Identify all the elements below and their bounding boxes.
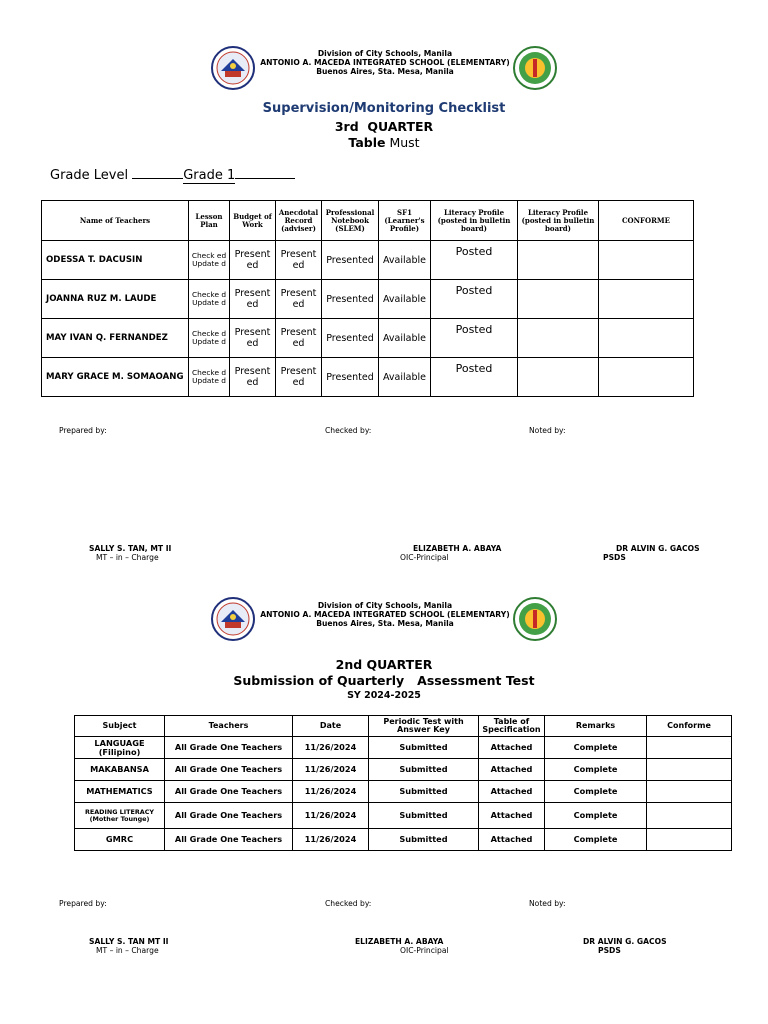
date-cell: 11/26/2024 — [293, 759, 369, 781]
letterhead-top — [0, 46, 768, 96]
table-row — [75, 829, 732, 851]
sf1-cell: Available — [379, 358, 431, 397]
conforme-cell — [647, 829, 732, 851]
tos-cell: Attached — [479, 829, 545, 851]
notebook-cell: Presented — [322, 358, 379, 397]
literacy-cell: Posted — [431, 280, 518, 319]
noted-by-name: DR ALVIN G. GACOS — [583, 937, 667, 946]
remarks-cell: Complete — [545, 803, 647, 829]
tos-cell: Attached — [479, 759, 545, 781]
test-cell: Submitted — [369, 829, 479, 851]
noted-by-title: PSDS — [598, 946, 621, 955]
school-name-line: ANTONIO A. MACEDA INTEGRATED SCHOOL (ELEMENTARY) — [260, 610, 510, 619]
sf1-cell: Available — [379, 319, 431, 358]
second-quarter-heading: 2nd QUARTER — [335, 657, 433, 672]
col-header: Name of Teachers — [42, 201, 189, 241]
teachers-cell: All Grade One Teachers — [165, 803, 293, 829]
budget-cell: Present ed — [230, 358, 276, 397]
checked-by-title: OIC-Principal — [400, 946, 449, 955]
table-row — [42, 280, 694, 319]
remarks-cell: Complete — [545, 781, 647, 803]
checked-by-label: Checked by: — [325, 899, 372, 908]
literacy-cell-2 — [518, 241, 599, 280]
address-line: Buenos Aires, Sta. Mesa, Manila — [316, 619, 454, 628]
subject-cell: MAKABANSA — [75, 759, 165, 781]
subtitle-bold: Table — [348, 135, 386, 150]
table-row — [75, 737, 732, 759]
literacy-cell: Posted — [431, 358, 518, 397]
remarks-cell: Complete — [545, 829, 647, 851]
conforme-cell — [599, 280, 694, 319]
checked-by-title: OIC-Principal — [400, 553, 449, 562]
prepared-by-title: MT – in – Charge — [96, 946, 159, 955]
col-header: CONFORME — [599, 201, 694, 241]
table-row — [42, 358, 694, 397]
prepared-by-title: MT – in – Charge — [96, 553, 159, 562]
col-header: Conforme — [647, 716, 732, 737]
subject-cell: LANGUAGE (Filipino) — [75, 737, 165, 759]
remarks-cell: Complete — [545, 737, 647, 759]
teacher-checklist-table — [41, 200, 694, 397]
conforme-cell — [599, 319, 694, 358]
test-cell: Submitted — [369, 781, 479, 803]
table-row — [75, 803, 732, 829]
noted-by-title: PSDS — [603, 553, 626, 562]
prepared-by-name: SALLY S. TAN, MT II — [89, 544, 172, 553]
grade-blank-2 — [235, 167, 295, 179]
prepared-by-name: SALLY S. TAN MT II — [89, 937, 169, 946]
lesson-plan-cell: Checke d Update d — [189, 319, 230, 358]
notebook-cell: Presented — [322, 241, 379, 280]
table-row — [75, 781, 732, 803]
lesson-plan-cell: Checke d Update d — [189, 358, 230, 397]
checked-by-label: Checked by: — [325, 426, 372, 435]
test-cell: Submitted — [369, 759, 479, 781]
division-line: Division of City Schools, Manila — [317, 49, 453, 58]
conforme-cell — [647, 737, 732, 759]
col-header: Periodic Test with Answer Key — [369, 716, 479, 737]
notebook-cell: Presented — [322, 280, 379, 319]
grade-level — [50, 167, 295, 183]
prepared-by-label: Prepared by: — [59, 426, 107, 435]
col-header: Literacy Profile (posted in bulletin board) — [431, 201, 518, 241]
tos-cell: Attached — [479, 781, 545, 803]
school-name-line: ANTONIO A. MACEDA INTEGRATED SCHOOL (ELEMENTARY) — [260, 58, 510, 67]
literacy-cell: Posted — [431, 241, 518, 280]
budget-cell: Present ed — [230, 241, 276, 280]
notebook-cell: Presented — [322, 319, 379, 358]
noted-by-name: DR ALVIN G. GACOS — [616, 544, 700, 553]
prepared-by-label: Prepared by: — [59, 899, 107, 908]
table-row — [42, 241, 694, 280]
col-header: SF1 (Learner's Profile) — [379, 201, 431, 241]
test-cell: Submitted — [369, 803, 479, 829]
remarks-cell: Complete — [545, 759, 647, 781]
teachers-cell: All Grade One Teachers — [165, 781, 293, 803]
assessment-table — [74, 715, 732, 851]
assessment-title: Submission of Quarterly Assessment Test — [233, 673, 535, 688]
conforme-cell — [647, 759, 732, 781]
test-cell: Submitted — [369, 737, 479, 759]
date-cell: 11/26/2024 — [293, 737, 369, 759]
col-header: Professional Notebook (SLEM) — [322, 201, 379, 241]
school-year: SY 2024-2025 — [347, 690, 421, 701]
tos-cell: Attached — [479, 737, 545, 759]
grade-level-value: Grade 1 — [183, 168, 236, 183]
conforme-cell — [599, 358, 694, 397]
date-cell: 11/26/2024 — [293, 829, 369, 851]
col-header: Literacy Profile (posted in bulletin board) — [518, 201, 599, 241]
teacher-name: ODESSA T. DACUSIN — [42, 241, 189, 280]
checked-by-name: ELIZABETH A. ABAYA — [413, 544, 502, 553]
letterhead-text — [250, 49, 520, 76]
col-header: Lesson Plan — [189, 201, 230, 241]
anecdotal-cell: Present ed — [276, 280, 322, 319]
sf1-cell: Available — [379, 280, 431, 319]
literacy-cell: Posted — [431, 319, 518, 358]
deped-seal-icon — [211, 597, 255, 641]
literacy-cell-2 — [518, 319, 599, 358]
subtitle-rest: Must — [385, 135, 420, 150]
literacy-cell-2 — [518, 280, 599, 319]
conforme-cell — [599, 241, 694, 280]
teachers-cell: All Grade One Teachers — [165, 759, 293, 781]
budget-cell: Present ed — [230, 280, 276, 319]
lesson-plan-cell: Check ed Update d — [189, 241, 230, 280]
quarter-heading: 3rd QUARTER — [334, 119, 434, 134]
col-header: Anecdotal Record (adviser) — [276, 201, 322, 241]
table-header-row — [42, 201, 694, 241]
anecdotal-cell: Present ed — [276, 358, 322, 397]
address-line: Buenos Aires, Sta. Mesa, Manila — [316, 67, 454, 76]
teacher-name: MAY IVAN Q. FERNANDEZ — [42, 319, 189, 358]
letterhead-text — [250, 601, 520, 628]
checked-by-name: ELIZABETH A. ABAYA — [355, 937, 444, 946]
subject-cell: MATHEMATICS — [75, 781, 165, 803]
teacher-name: MARY GRACE M. SOMAOANG — [42, 358, 189, 397]
date-cell: 11/26/2024 — [293, 803, 369, 829]
col-header: Table of Specification — [479, 716, 545, 737]
letterhead-bottom — [0, 597, 768, 647]
table-row — [75, 759, 732, 781]
table-row — [42, 319, 694, 358]
conforme-cell — [647, 781, 732, 803]
anecdotal-cell: Present ed — [276, 319, 322, 358]
teachers-cell: All Grade One Teachers — [165, 737, 293, 759]
col-header: Budget of Work — [230, 201, 276, 241]
col-header: Subject — [75, 716, 165, 737]
conforme-cell — [647, 803, 732, 829]
checklist-title: Supervision/Monitoring Checklist — [262, 101, 506, 116]
sf1-cell: Available — [379, 241, 431, 280]
subject-cell: READING LITERACY (Mother Tounge) — [75, 803, 165, 829]
school-seal-icon — [513, 46, 557, 90]
table-header-row — [75, 716, 732, 737]
deped-seal-icon — [211, 46, 255, 90]
anecdotal-cell: Present ed — [276, 241, 322, 280]
date-cell: 11/26/2024 — [293, 781, 369, 803]
teacher-name: JOANNA RUZ M. LAUDE — [42, 280, 189, 319]
lesson-plan-cell: Checke d Update d — [189, 280, 230, 319]
subtitle — [0, 135, 768, 150]
col-header: Teachers — [165, 716, 293, 737]
grade-blank-1 — [132, 167, 183, 179]
col-header: Date — [293, 716, 369, 737]
subject-cell: GMRC — [75, 829, 165, 851]
noted-by-label: Noted by: — [529, 899, 566, 908]
teachers-cell: All Grade One Teachers — [165, 829, 293, 851]
literacy-cell-2 — [518, 358, 599, 397]
col-header: Remarks — [545, 716, 647, 737]
tos-cell: Attached — [479, 803, 545, 829]
grade-level-label: Grade Level — [50, 168, 133, 183]
budget-cell: Present ed — [230, 319, 276, 358]
division-line: Division of City Schools, Manila — [317, 601, 453, 610]
noted-by-label: Noted by: — [529, 426, 566, 435]
school-seal-icon — [513, 597, 557, 641]
